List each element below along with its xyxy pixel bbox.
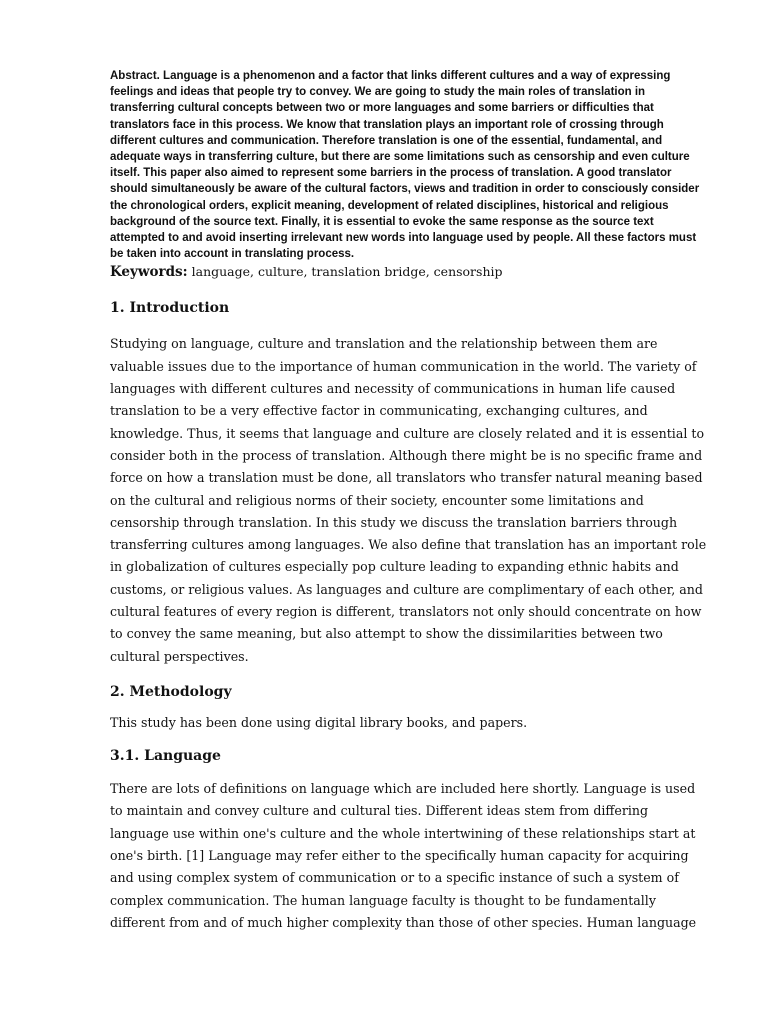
section-heading-language: 3.1. Language	[110, 748, 221, 765]
abstract-paragraph: Abstract. Language is a phenomenon and a factor that links different cultures and a way of expressing feelings and ideas that people try to convey. We are going to study the main roles of translation in transferring cultural concepts between two or more languages and some barriers or difficulties that translators face in this process. We know that translation plays an important role of crossing through different cultures and communication. Therefore translation is one of the essential, fundamental, and adequate ways in transferring culture, but there are some limitations such as censorship and even culture itself. This paper also aimed to represent some barriers in the process of translation. A good translator should simultaneously be aware of the cultural factors, views and tradition in order to consciously consider the chronological orders, explicit meaning, development of related disciplines, historical and religious background of the source text. Finally, it is essential to evoke the same response as the source text attempted to and avoid inserting irrelevant new words into language used by people. All these factors must be taken into account in translating process.	[110, 70, 700, 261]
section-heading-introduction: 1. Introduction	[110, 300, 230, 317]
section-heading-methodology: 2. Methodology	[110, 683, 232, 700]
keywords-line	[110, 263, 710, 281]
methodology-paragraph: This study has been done using digital library books, and papers.	[110, 714, 528, 730]
language-paragraph: There are lots of definitions on language which are included here shortly. Language is used to maintain and convey culture and cultural ties. Different ideas stem from differing language use within one's culture and the whole intertwining of these relationships start at one's birth. [1] Language may refer either to the specifically human capacity for acquiring and using complex system of communication or to a specific instance of such a system of complex communication. The human language faculty is thought to be fundamentally different from and of much higher complexity than those of other species. Human language	[110, 781, 697, 930]
document-page	[110, 68, 710, 934]
keywords-list: language, culture, translation bridge, censorship	[187, 264, 503, 280]
introduction-paragraph: Studying on language, culture and translation and the relationship between them are valuable issues due to the importance of human communication in the world. The variety of languages with different cultures and necessity of communications in human life caused translation to be a very effective factor in communicating, exchanging cultures, and knowledge. Thus, it seems that language and culture are closely related and it is essential to consider both in the process of translation. Although there might be is no specific frame and force on how a translation must be done, all translators who transfer natural meaning based on the cultural and religious norms of their society, encounter some limitations and censorship through translation. In this study we discuss the translation barriers through transferring cultures among languages. We also define that translation has an important role in globalization of cultures especially pop culture leading to expanding ethnic habits and customs, or religious values. As languages and culture are complimentary of each other, and cultural features of every region is different, translators not only should concentrate on how to convey the same meaning, but also attempt to show the dissimilarities between two cultural perspectives.	[110, 336, 707, 664]
keywords-label: Keywords:	[110, 264, 188, 281]
